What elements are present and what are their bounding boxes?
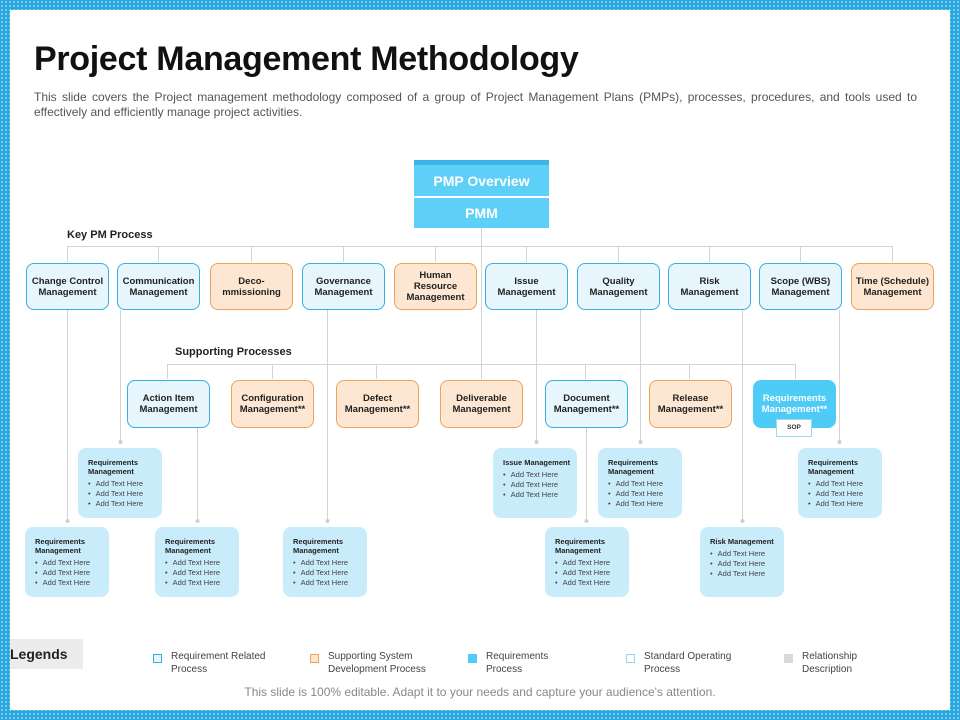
pmp-overview-label: PMP Overview (414, 165, 549, 198)
legend-label: Requirements Process (486, 651, 549, 675)
legend-item (153, 650, 266, 676)
detail-item: • Add Text Here (808, 479, 876, 489)
support-node-document: Document Management** (545, 380, 628, 428)
key-node-scope: Scope (WBS) Management (759, 263, 842, 310)
slide-description: This slide covers the Project management methodology composed of a group of Project Management Plans (PMPs), processes, procedures, and tools used to effectively and efficiently manage project activities. (34, 90, 917, 119)
detail-box (155, 527, 239, 597)
detail-item: • Add Text Here (555, 578, 623, 588)
key-node-communication: Communication Management (117, 263, 200, 310)
detail-item: • Add Text Here (165, 558, 233, 568)
detail-item: • Add Text Here (293, 558, 361, 568)
detail-item: • Add Text Here (608, 479, 676, 489)
key-node-risk: Risk Management (668, 263, 751, 310)
detail-box (700, 527, 784, 597)
detail-item: • Add Text Here (503, 490, 571, 500)
detail-item: • Add Text Here (35, 558, 103, 568)
support-node-action-item: Action Item Management (127, 380, 210, 428)
detail-box (78, 448, 162, 518)
detail-item: • Add Text Here (710, 549, 778, 559)
supporting-processes-label: Supporting Processes (175, 346, 292, 358)
detail-title: Requirements Management (808, 458, 859, 476)
legend-title-text: Legends (10, 646, 68, 662)
detail-list (555, 558, 623, 587)
legend-swatch-standard-operating (626, 654, 635, 663)
pmm-label: PMM (465, 205, 498, 221)
detail-item: • Add Text Here (165, 578, 233, 588)
detail-item: • Add Text Here (555, 568, 623, 578)
support-node-configuration: Configuration Management** (231, 380, 314, 428)
detail-list (293, 558, 361, 587)
legend-swatch-supporting (310, 654, 319, 663)
detail-item: • Add Text Here (608, 489, 676, 499)
detail-box (25, 527, 109, 597)
detail-item: • Add Text Here (293, 568, 361, 578)
legend-item (626, 650, 744, 676)
detail-title: Risk Management (710, 537, 774, 546)
detail-list (608, 479, 676, 508)
legend-swatch-relationship (784, 654, 793, 663)
key-node-governance: Governance Management (302, 263, 385, 310)
support-node-defect: Defect Management** (336, 380, 419, 428)
legend-title (10, 639, 83, 669)
legend-item (468, 650, 566, 676)
detail-list (165, 558, 233, 587)
pmp-overview-box (414, 160, 549, 228)
detail-list (35, 558, 103, 587)
legend-swatch-requirements-process (468, 654, 477, 663)
detail-box (798, 448, 882, 518)
detail-title: Requirements Management (293, 537, 344, 555)
detail-item: • Add Text Here (88, 489, 156, 499)
legend-label: Standard Operating Process (644, 651, 732, 675)
detail-item: • Add Text Here (808, 499, 876, 509)
key-node-decommissioning: Deco-mmissioning (210, 263, 293, 310)
detail-box (545, 527, 629, 597)
key-node-time: Time (Schedule) Management (851, 263, 934, 310)
legend-label: Requirement Related Process (171, 651, 266, 675)
detail-item: • Add Text Here (503, 470, 571, 480)
detail-item: • Add Text Here (608, 499, 676, 509)
detail-item: • Add Text Here (555, 558, 623, 568)
detail-item: • Add Text Here (88, 479, 156, 489)
legend-label: Relationship Description (802, 651, 858, 675)
detail-item: • Add Text Here (710, 559, 778, 569)
detail-box (493, 448, 577, 518)
detail-list (808, 479, 876, 508)
legend-item (310, 650, 446, 676)
detail-title: Requirements Management (555, 537, 606, 555)
support-node-requirements: Requirements Management** (753, 380, 836, 428)
detail-item: • Add Text Here (35, 578, 103, 588)
detail-title: Requirements Management (88, 458, 139, 476)
detail-item: • Add Text Here (503, 480, 571, 490)
detail-item: • Add Text Here (35, 568, 103, 578)
slide (10, 10, 950, 710)
detail-box (283, 527, 367, 597)
detail-list (88, 479, 156, 508)
sop-tag: SOP (776, 419, 812, 437)
legend-swatch-requirement (153, 654, 162, 663)
footer-note: This slide is 100% editable. Adapt it to your needs and capture your audience's attention. (244, 685, 716, 699)
legend-item (784, 650, 880, 676)
detail-title: Requirements Management (165, 537, 216, 555)
detail-title: Requirements Management (35, 537, 86, 555)
detail-item: • Add Text Here (293, 578, 361, 588)
page-title: Project Management Methodology (34, 40, 579, 78)
detail-title: Requirements Management (608, 458, 659, 476)
key-node-human-resource: Human Resource Management (394, 263, 477, 310)
key-node-issue: Issue Management (485, 263, 568, 310)
detail-item: • Add Text Here (710, 569, 778, 579)
key-node-quality: Quality Management (577, 263, 660, 310)
detail-item: • Add Text Here (808, 489, 876, 499)
detail-list (710, 549, 778, 578)
legend-label: Supporting System Development Process (328, 651, 426, 675)
detail-item: • Add Text Here (88, 499, 156, 509)
key-pm-process-label: Key PM Process (67, 229, 153, 241)
key-node-change-control: Change Control Management (26, 263, 109, 310)
support-node-deliverable: Deliverable Management (440, 380, 523, 428)
support-node-release: Release Management** (649, 380, 732, 428)
detail-title: Issue Management (503, 458, 571, 467)
detail-item: • Add Text Here (165, 568, 233, 578)
detail-box (598, 448, 682, 518)
detail-list (503, 470, 571, 499)
connector-lines (10, 10, 950, 710)
